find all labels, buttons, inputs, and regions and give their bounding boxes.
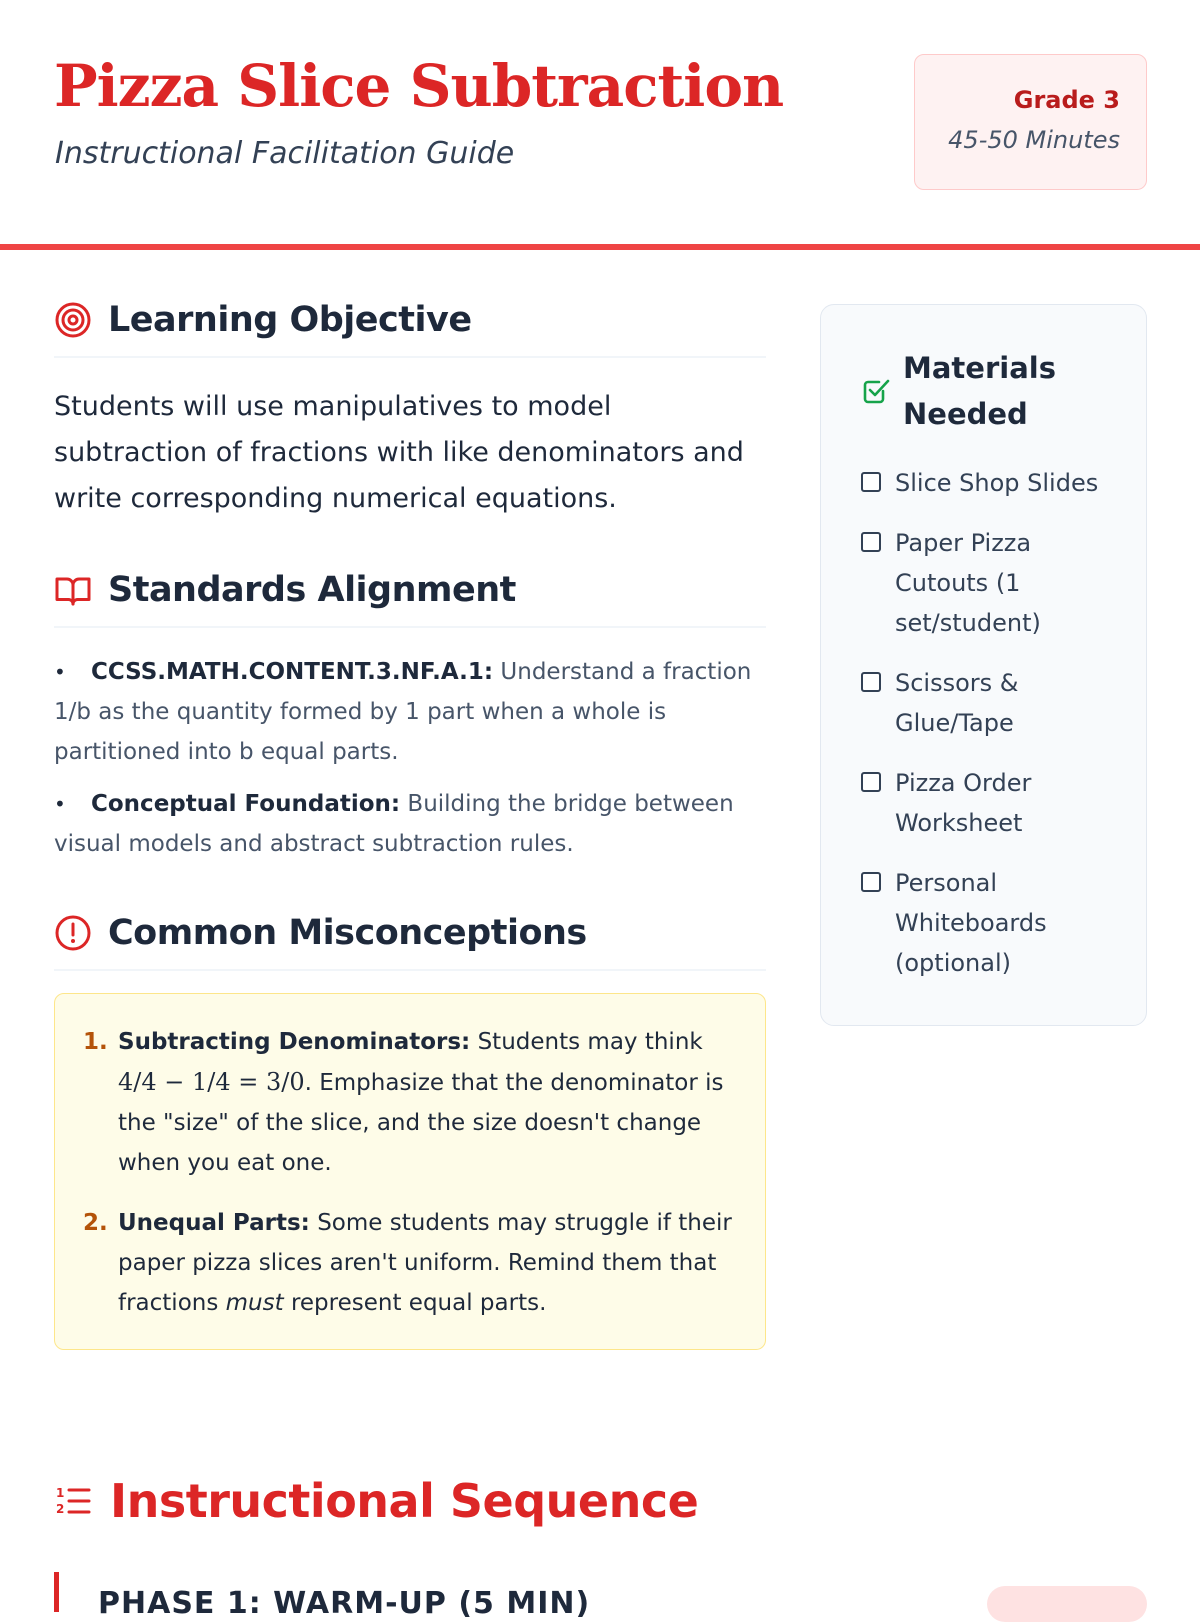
standards-header [54, 570, 766, 628]
grade-duration-badge [914, 54, 1147, 190]
standard-label: Conceptual Foundation: [91, 791, 401, 817]
misconception-text: Students may think [477, 1029, 703, 1055]
list-item [861, 523, 1122, 643]
misconception-body [118, 1022, 741, 1183]
alert-circle-icon [54, 914, 92, 952]
header-divider [0, 244, 1200, 250]
page-header [0, 0, 1200, 250]
bullet: • [54, 792, 66, 816]
material-label: Personal Whiteboards (optional) [895, 869, 1047, 977]
standards-heading: Standards Alignment [108, 570, 516, 610]
numbered-list-icon [54, 1482, 92, 1520]
list-item [861, 663, 1122, 743]
materials-card [820, 304, 1147, 1026]
item-number: 2. [83, 1210, 108, 1236]
standards-list [54, 652, 766, 864]
item-number: 1. [83, 1029, 108, 1055]
svg-text:2: 2 [56, 1502, 65, 1516]
material-checkbox[interactable] [861, 872, 881, 892]
svg-text:1: 1 [56, 1486, 65, 1500]
duration-label: 45-50 Minutes [948, 126, 1120, 154]
page-title: Pizza Slice Subtraction [54, 52, 784, 120]
grade-label: Grade 3 [1013, 86, 1120, 114]
misconception-text: . Emphasize that the denominator is the "size" of the slice, and the size doesn't change when you eat one. [118, 1070, 724, 1176]
target-icon [54, 301, 92, 339]
checkbox-checked-icon [861, 376, 891, 406]
misconceptions-header [54, 913, 766, 971]
materials-header [861, 345, 1122, 437]
misconception-label: Subtracting Denominators: [118, 1029, 471, 1055]
materials-list [861, 463, 1122, 983]
list-item [861, 863, 1122, 983]
learning-objective-text: Students will use manipulatives to model subtraction of fractions with like denominators and write corresponding numerical equations. [54, 391, 744, 514]
learning-objective-header [54, 300, 766, 358]
standard-text: Understand a fraction 1/b as the quantity formed by 1 part when a whole is partitioned into b equal parts. [54, 659, 752, 765]
misconception-label: Unequal Parts: [118, 1210, 310, 1236]
misconceptions-heading: Common Misconceptions [108, 913, 587, 953]
learning-objective-section [54, 300, 766, 522]
misconceptions-callout [54, 993, 766, 1350]
material-label: Pizza Order Worksheet [895, 769, 1032, 837]
instructional-sequence-header [54, 1474, 698, 1528]
standard-text: Building the bridge between visual models and abstract subtraction rules. [54, 791, 734, 857]
misconception-text: represent equal parts. [290, 1290, 547, 1316]
standards-section [54, 570, 766, 876]
list-item [861, 463, 1122, 503]
bullet: • [54, 660, 66, 684]
misconception-equation: 4/4 − 1/4 = 3/0 [118, 1068, 305, 1096]
misconception-body [118, 1203, 741, 1323]
list-item [861, 763, 1122, 843]
phase-time-pill [987, 1586, 1147, 1622]
material-checkbox[interactable] [861, 772, 881, 792]
learning-objective-heading: Learning Objective [108, 300, 472, 340]
phase-card [54, 1572, 1154, 1621]
open-book-icon [54, 571, 92, 609]
material-checkbox[interactable] [861, 472, 881, 492]
material-label: Slice Shop Slides [895, 469, 1099, 497]
phase-label: PHASE 1: WARM-UP (5 MIN) [98, 1586, 591, 1621]
misconceptions-section [54, 913, 766, 1350]
list-item [54, 784, 766, 864]
misconception-text: Some students may struggle if their paper pizza slices aren't uniform. Remind them that fractions [118, 1210, 732, 1316]
material-checkbox[interactable] [861, 532, 881, 552]
emphasis-text: must [225, 1290, 284, 1316]
list-item [83, 1022, 741, 1183]
list-item [83, 1203, 741, 1323]
standard-label: CCSS.MATH.CONTENT.3.NF.A.1: [91, 659, 494, 685]
material-label: Scissors & Glue/Tape [895, 669, 1019, 737]
material-label: Paper Pizza Cutouts (1 set/student) [895, 529, 1041, 637]
instructional-sequence-heading: Instructional Sequence [110, 1474, 699, 1528]
materials-heading: Materials Needed [903, 351, 1056, 431]
material-checkbox[interactable] [861, 672, 881, 692]
phase-accent-bar [54, 1572, 59, 1612]
list-item [54, 652, 766, 772]
page-subtitle: Instructional Facilitation Guide [55, 136, 515, 171]
